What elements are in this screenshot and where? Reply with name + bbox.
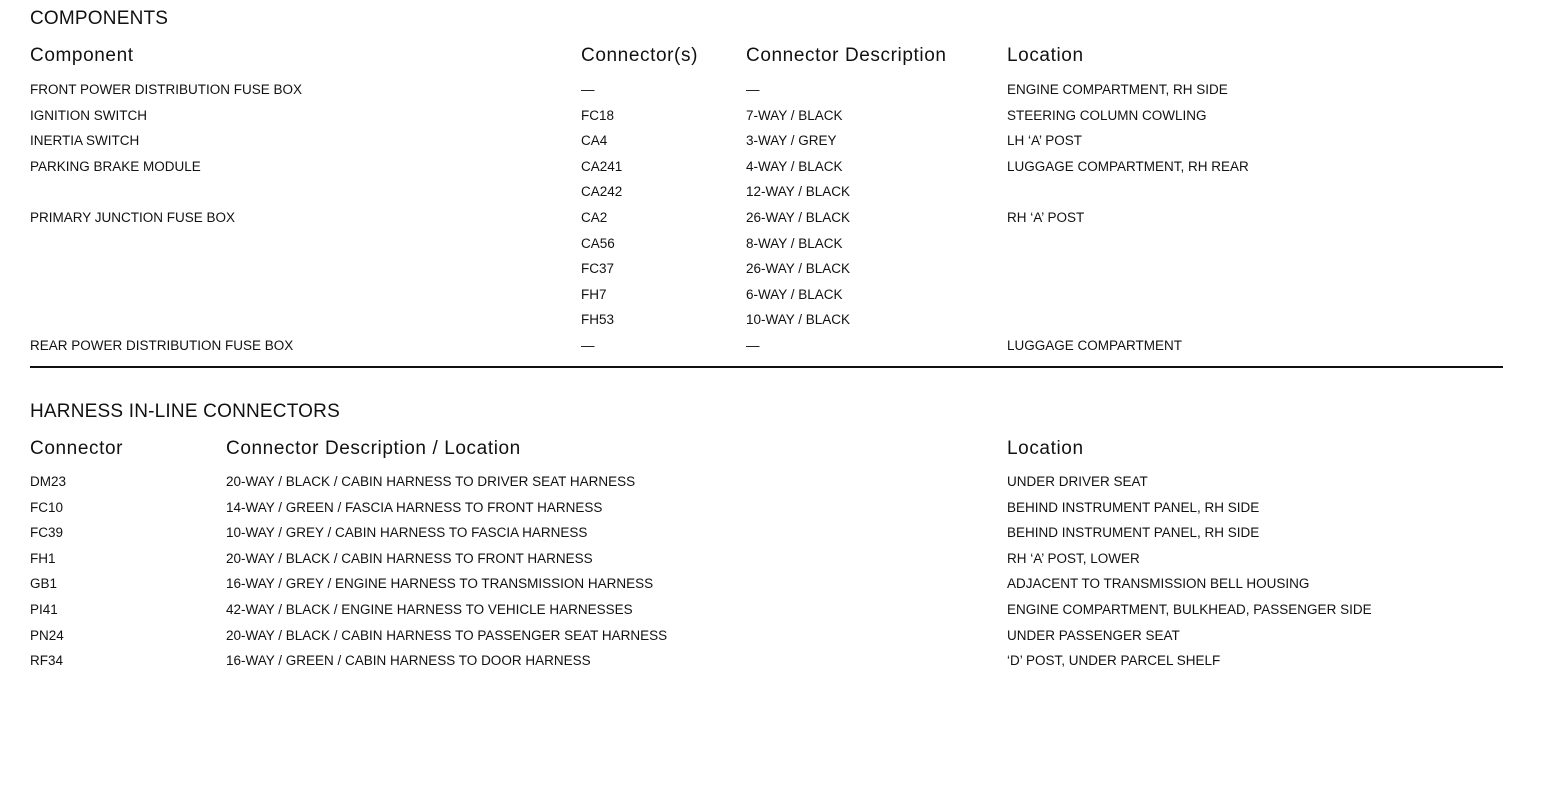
component-connector-description: 26-WAY / BLACK [746,261,851,276]
harness-location: BEHIND INSTRUMENT PANEL, RH SIDE [1007,500,1260,515]
component-connector-description: 26-WAY / BLACK [746,210,851,225]
component-name: PRIMARY JUNCTION FUSE BOX [30,210,236,225]
component-connector-description: 12-WAY / BLACK [746,184,851,199]
component-name: IGNITION SWITCH [30,108,147,123]
component-connector-description: 7-WAY / BLACK [746,108,843,123]
harness-connector-description: 20-WAY / BLACK / CABIN HARNESS TO PASSENGER SEAT HARNESS [226,628,668,643]
component-name: REAR POWER DISTRIBUTION FUSE BOX [30,338,294,353]
component-connector-description: 8-WAY / BLACK [746,236,843,251]
component-connector-description: 6-WAY / BLACK [746,287,843,302]
harness-location: ‘D’ POST, UNDER PARCEL SHELF [1007,653,1221,668]
component-connector: FH53 [581,312,615,327]
harness-location: ENGINE COMPARTMENT, BULKHEAD, PASSENGER SIDE [1007,602,1372,617]
harness-location: UNDER PASSENGER SEAT [1007,628,1180,643]
component-connector: FC18 [581,108,615,123]
component-connector: FH7 [581,287,607,302]
component-location: LUGGAGE COMPARTMENT [1007,338,1183,353]
components-section-title: COMPONENTS [30,8,169,29]
harness-connector-description: 42-WAY / BLACK / ENGINE HARNESS TO VEHICLE HARNESSES [226,602,633,617]
component-connector: CA56 [581,236,615,251]
harness-header-connector: Connector [30,438,124,459]
component-name: INERTIA SWITCH [30,133,140,148]
harness-location: ADJACENT TO TRANSMISSION BELL HOUSING [1007,576,1310,591]
harness-connector-description: 10-WAY / GREY / CABIN HARNESS TO FASCIA HARNESS [226,525,588,540]
harness-header-description: Connector Description / Location [226,438,521,459]
harness-connector: PI41 [30,602,58,617]
harness-connector-description: 16-WAY / GREY / ENGINE HARNESS TO TRANSMISSION HARNESS [226,576,654,591]
harness-connector-description: 14-WAY / GREEN / FASCIA HARNESS TO FRONT HARNESS [226,500,603,515]
harness-connector: FC39 [30,525,64,540]
component-connector: FC37 [581,261,615,276]
harness-connector: FC10 [30,500,64,515]
component-connector-description: — [746,338,760,353]
component-name: PARKING BRAKE MODULE [30,159,201,174]
harness-connector-description: 20-WAY / BLACK / CABIN HARNESS TO DRIVER SEAT HARNESS [226,474,636,489]
component-connector: CA4 [581,133,608,148]
components-header-connectors: Connector(s) [581,45,699,66]
component-location: LUGGAGE COMPARTMENT, RH REAR [1007,159,1249,174]
components-header-location: Location [1007,45,1084,66]
harness-location: RH ‘A’ POST, LOWER [1007,551,1140,566]
harness-connector-description: 16-WAY / GREEN / CABIN HARNESS TO DOOR HARNESS [226,653,591,668]
component-connector: — [581,82,595,97]
component-connector: CA2 [581,210,608,225]
harness-connector: PN24 [30,628,64,643]
harness-location: UNDER DRIVER SEAT [1007,474,1148,489]
component-location: RH ‘A’ POST [1007,210,1085,225]
components-header-component: Component [30,45,134,66]
components-header-description: Connector Description [746,45,947,66]
harness-section-title: HARNESS IN-LINE CONNECTORS [30,401,340,422]
harness-connector: FH1 [30,551,56,566]
harness-location: BEHIND INSTRUMENT PANEL, RH SIDE [1007,525,1260,540]
component-connector-description: 3-WAY / GREY [746,133,837,148]
harness-header-location: Location [1007,438,1084,459]
component-connector: CA242 [581,184,623,199]
component-connector-description: 10-WAY / BLACK [746,312,851,327]
harness-connector-description: 20-WAY / BLACK / CABIN HARNESS TO FRONT HARNESS [226,551,593,566]
component-location: STEERING COLUMN COWLING [1007,108,1207,123]
component-location: LH ‘A’ POST [1007,133,1083,148]
component-location: ENGINE COMPARTMENT, RH SIDE [1007,82,1228,97]
component-connector-description: — [746,82,760,97]
component-connector: — [581,338,595,353]
component-connector-description: 4-WAY / BLACK [746,159,843,174]
harness-connector: GB1 [30,576,58,591]
harness-connector: DM23 [30,474,67,489]
component-name: FRONT POWER DISTRIBUTION FUSE BOX [30,82,303,97]
harness-connector: RF34 [30,653,64,668]
section-divider [30,366,1503,368]
component-connector: CA241 [581,159,623,174]
